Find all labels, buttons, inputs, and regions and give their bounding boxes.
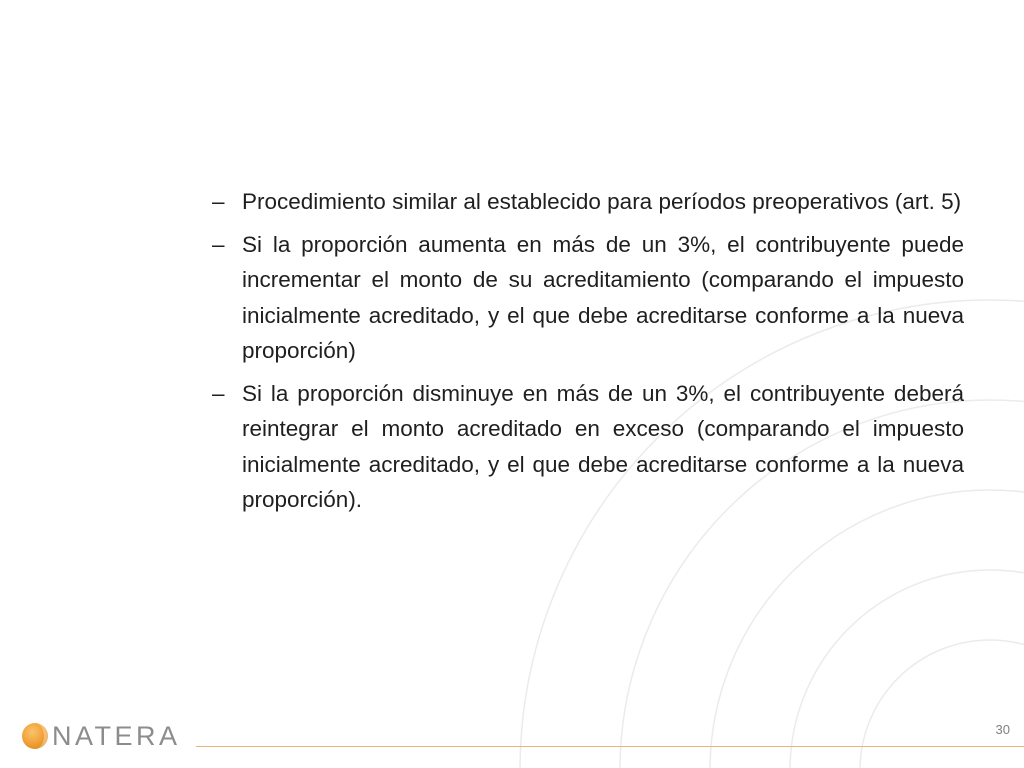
bullet-text: Procedimiento similar al establecido para períodos preoperativos (art. 5) (242, 189, 962, 214)
bullet-marker: – (212, 231, 225, 257)
bullet-item (212, 376, 964, 518)
bullet-list (212, 184, 964, 525)
bullet-text: Si la proporción aumenta en más de un 3%, el contribuyente puede incrementar el monto de su acreditamiento (comparando el impuesto inicialmente acreditado, y el que debe acreditarse conforme a la nueva proporción) (242, 231, 964, 363)
bullet-item (212, 227, 964, 369)
page-number: 30 (995, 722, 1010, 737)
bullet-text: Si la proporción disminuye en más de un 3%, el contribuyente deberá reintegrar el monto acreditado en exceso (comparando el impuesto inicialmente acreditado, y el que debe acreditarse conforme a la nueva proporción). (242, 380, 964, 512)
logo-wordmark: NATERA (52, 721, 181, 751)
bullet-marker: – (212, 189, 225, 214)
footer-divider (196, 746, 1024, 747)
natera-logo (20, 718, 181, 754)
bullet-marker: – (212, 380, 225, 406)
bullet-item (212, 184, 964, 220)
orange-circle-logo-icon (20, 721, 50, 751)
